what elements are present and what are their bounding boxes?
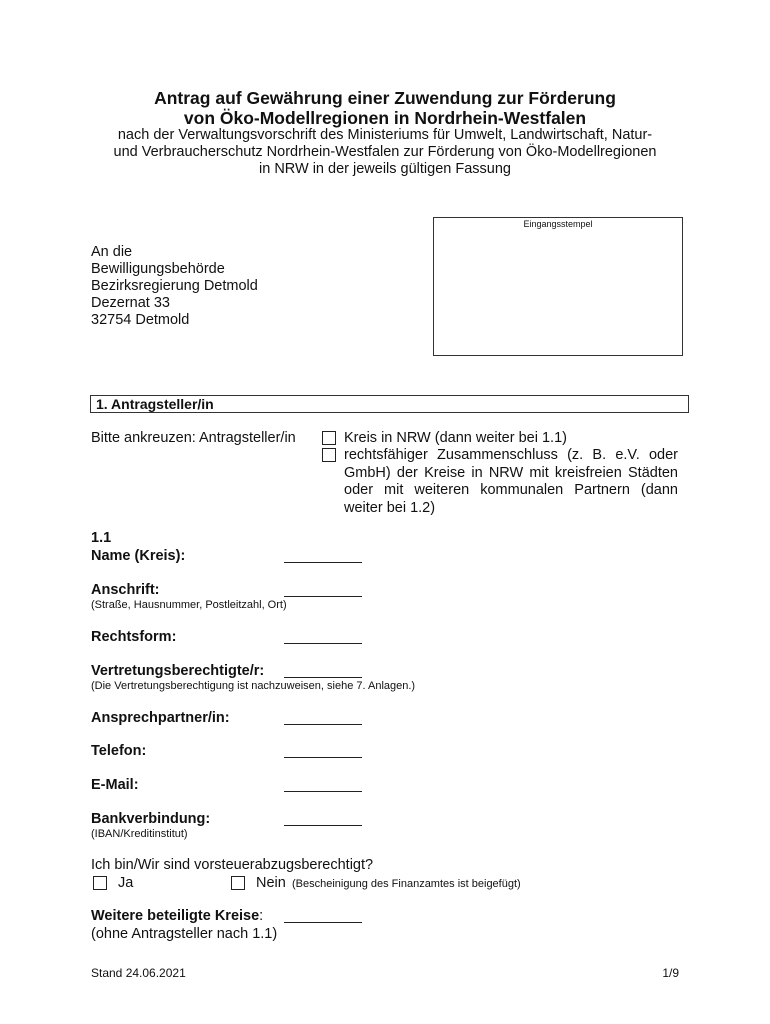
address-hint: (Straße, Hausnummer, Postleitzahl, Ort) [91,599,287,611]
footer-date: Stand 24.06.2021 [91,966,186,980]
form-subtitle-line1: nach der Verwaltungsvorschrift des Ministeriums für Umwelt, Landwirtschaft, Natur- [117,127,653,143]
tax-deduction-question: Ich bin/Wir sind vorsteuerabzugsberechtigt? [91,857,374,873]
representative-label: Vertretungsberechtigte/r: [91,663,265,679]
tax-yes-label: Ja [118,875,134,891]
address-field[interactable] [284,596,362,597]
tax-yes-checkbox[interactable] [93,876,107,890]
address-line: Bezirksregierung Detmold [91,278,258,294]
applicant-zusammenschluss-checkbox[interactable] [322,448,336,462]
applicant-kreis-option: Kreis in NRW (dann weiter bei 1.1) [344,430,567,446]
address-line: An die [91,244,133,260]
email-label: E-Mail: [91,777,139,793]
receipt-stamp-label: Eingangsstempel [523,219,593,229]
address-line: 32754 Detmold [91,312,190,328]
email-field[interactable] [284,791,362,792]
address-label: Anschrift: [91,582,160,598]
name-label: Name (Kreis): [91,548,186,564]
tax-no-hint: (Bescheinigung des Finanzamtes ist beigefügt) [292,878,521,890]
tax-no-label: Nein [256,875,286,891]
legal-form-label: Rechtsform: [91,629,177,645]
further-districts-field[interactable] [284,922,362,923]
form-subtitle-line2: und Verbraucherschutz Nordrhein-Westfalen zur Förderung von Öko-Modellregionen [113,144,657,160]
applicant-zusammenschluss-option: rechtsfähiger Zusammenschluss (z. B. e.V. oder GmbH) der Kreise in NRW mit kreisfreien Städten oder mit weiteren kommunalen Partnern (dann weiter bei 1.2) [344,447,678,516]
representative-field[interactable] [284,677,362,678]
further-districts-colon: : [259,908,264,924]
legal-form-field[interactable] [284,643,362,644]
subsection-number: 1.1 [91,530,112,546]
further-districts-row [91,908,263,924]
bank-hint: (IBAN/Kreditinstitut) [91,828,188,840]
phone-label: Telefon: [91,743,147,759]
form-subtitle-line3: in NRW in der jeweils gültigen Fassung [259,161,511,177]
applicant-type-label: Bitte ankreuzen: Antragsteller/in [91,430,296,446]
further-districts-hint: (ohne Antragsteller nach 1.1) [91,926,278,942]
name-field[interactable] [284,562,362,563]
further-districts-label: Weitere beteiligte Kreise [91,908,260,924]
form-title-line2: von Öko-Modellregionen in Nordrhein-Westfalen [183,108,587,128]
phone-field[interactable] [284,757,362,758]
bank-label: Bankverbindung: [91,811,211,827]
form-title-line1: Antrag auf Gewährung einer Zuwendung zur Förderung [154,88,616,108]
bank-field[interactable] [284,825,362,826]
address-line: Dezernat 33 [91,295,170,311]
tax-no-checkbox[interactable] [231,876,245,890]
contact-person-field[interactable] [284,724,362,725]
address-line: Bewilligungsbehörde [91,261,225,277]
receipt-stamp-box [433,217,683,356]
section-title: 1. Antragsteller/in [96,396,214,412]
contact-person-label: Ansprechpartner/in: [91,710,230,726]
page-number: 1/9 [662,966,679,980]
representative-hint: (Die Vertretungsberechtigung ist nachzuweisen, siehe 7. Anlagen.) [91,680,416,692]
applicant-kreis-checkbox[interactable] [322,431,336,445]
